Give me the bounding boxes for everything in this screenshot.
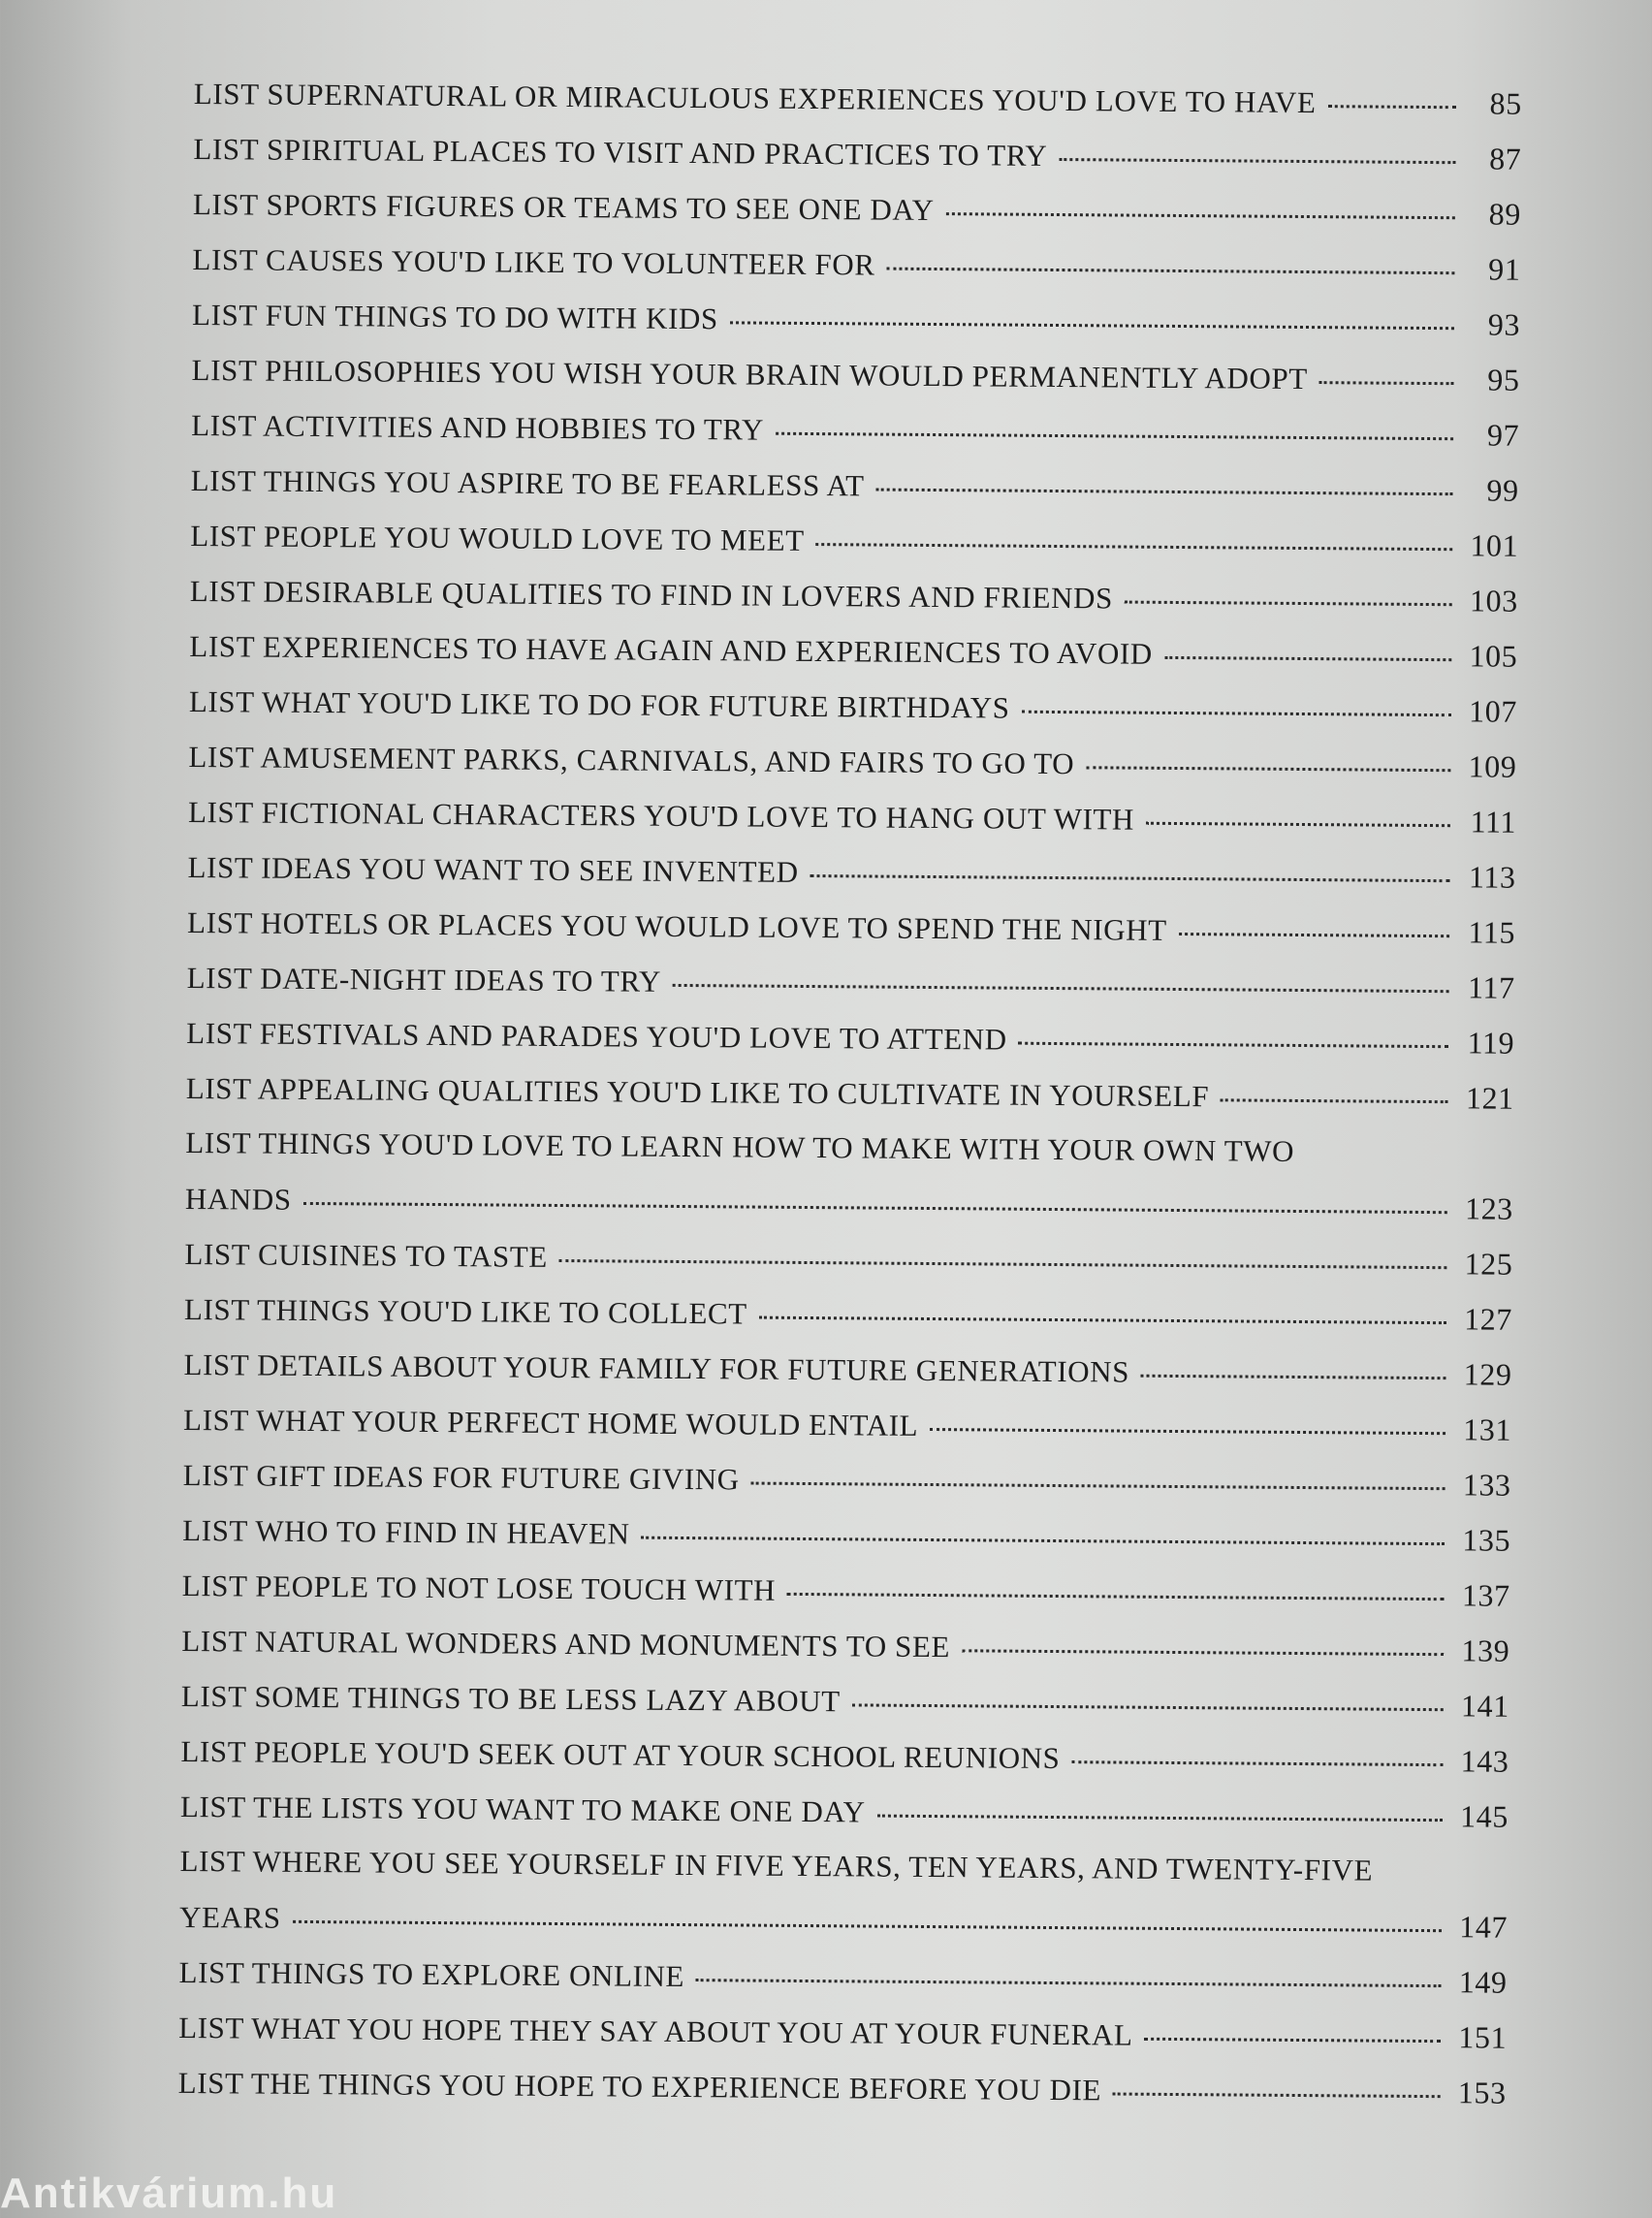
dot-leader: [1327, 105, 1455, 109]
toc-entry: [178, 1954, 1507, 2020]
dot-leader: [946, 212, 1455, 219]
toc-entry-title: LIST EXPERIENCES TO HAVE AGAIN AND EXPERIENCES TO AVOID: [189, 628, 1154, 671]
toc-entry-title: LIST NATURAL WONDERS AND MONUMENTS TO SEE: [181, 1623, 951, 1664]
dot-leader: [852, 1703, 1444, 1711]
toc-entry-title: LIST APPEALING QUALITIES YOU'D LIKE TO CULTIVATE IN YOURSELF: [185, 1070, 1210, 1114]
toc-page-number: 101: [1470, 527, 1519, 563]
toc-page-number: 151: [1458, 2019, 1508, 2055]
toc-page-number: 137: [1461, 1577, 1510, 1613]
toc-entry: [180, 1733, 1509, 1799]
toc-entry-title: LIST THINGS YOU'D LIKE TO COLLECT: [183, 1291, 747, 1331]
dot-leader: [673, 984, 1449, 993]
toc-entry: [182, 1512, 1510, 1578]
toc-entry: [190, 518, 1518, 584]
toc-entry-title: LIST SPORTS FIGURES OR TEAMS TO SEE ONE DAY: [192, 186, 935, 228]
dot-leader: [293, 1920, 1442, 1932]
toc-page-number: 127: [1464, 1301, 1513, 1337]
dot-leader: [1144, 2038, 1441, 2043]
toc-entry-title: LIST WHO TO FIND IN HEAVEN: [182, 1512, 630, 1551]
dot-leader: [962, 1649, 1444, 1656]
toc-entry: [178, 2010, 1507, 2075]
toc-page-number: 109: [1468, 748, 1517, 784]
dot-leader: [776, 432, 1453, 440]
toc-page-number: 131: [1463, 1411, 1512, 1447]
toc-page-number: 89: [1488, 196, 1522, 232]
toc-entry: [193, 186, 1521, 252]
toc-page-number: 105: [1469, 638, 1518, 674]
toc-page-number: 103: [1469, 583, 1518, 618]
dot-leader: [559, 1259, 1447, 1269]
toc-entry-title: LIST PHILOSOPHIES YOU WISH YOUR BRAIN WOULD PERMANENTLY ADOPT: [191, 352, 1308, 396]
toc-entry-title: LIST ACTIVITIES AND HOBBIES TO TRY: [191, 407, 765, 447]
toc-page-number: 85: [1489, 85, 1522, 121]
toc-entry-title: LIST FESTIVALS AND PARADES YOU'D LOVE TO ATTEND: [186, 1015, 1007, 1057]
dot-leader: [810, 874, 1450, 882]
toc-entry: [190, 573, 1518, 639]
toc-entry-title-line1: LIST THINGS YOU'D LOVE TO LEARN HOW TO MAKE WITH YOUR OWN TWO: [185, 1125, 1295, 1168]
toc-page-number: 147: [1459, 1909, 1509, 1945]
toc-entry: [177, 2065, 1506, 2131]
toc-entry: [187, 904, 1515, 970]
toc-page-number: 139: [1461, 1632, 1510, 1668]
toc-page-number: 113: [1468, 859, 1516, 895]
dot-leader: [759, 1316, 1446, 1325]
dot-leader: [816, 543, 1453, 551]
toc-page-number: 93: [1487, 306, 1521, 342]
toc-entry: [181, 1568, 1509, 1633]
toc-entry: [184, 1291, 1512, 1357]
toc-entry: [190, 462, 1518, 528]
toc-entry: [194, 76, 1522, 142]
toc-page-number: 97: [1486, 417, 1520, 453]
dot-leader: [696, 1979, 1442, 1987]
toc-entry: [186, 960, 1514, 1026]
dot-leader: [887, 268, 1455, 275]
toc-entry-title: LIST DETAILS ABOUT YOUR FAMILY FOR FUTURE GENERATIONS: [183, 1347, 1130, 1389]
toc-entry-title: LIST CUISINES TO TASTE: [184, 1236, 549, 1274]
table-of-contents: [177, 76, 1522, 2131]
dot-leader: [1021, 711, 1450, 716]
dot-leader: [1125, 601, 1452, 607]
toc-page-number: 115: [1468, 914, 1516, 950]
toc-page-number: 111: [1470, 804, 1517, 840]
toc-page-number: 135: [1462, 1522, 1511, 1558]
toc-entry: [181, 1678, 1509, 1744]
toc-entry: [192, 297, 1520, 363]
toc-entry: [189, 683, 1517, 749]
toc-entry: [180, 1789, 1509, 1854]
toc-entry-title: LIST GIFT IDEAS FOR FUTURE GIVING: [182, 1457, 740, 1497]
toc-entry-title: LIST PEOPLE TO NOT LOSE TOUCH WITH: [181, 1568, 777, 1607]
toc-entry-title: LIST FICTIONAL CHARACTERS YOU'D LOVE TO HANG OUT WITH: [187, 794, 1135, 837]
toc-entry: [183, 1347, 1511, 1412]
toc-page-number: 145: [1459, 1798, 1509, 1834]
dot-leader: [1141, 1375, 1446, 1379]
toc-entry-title: LIST DATE-NIGHT IDEAS TO TRY: [186, 960, 662, 998]
toc-entry-title: LIST CAUSES YOU'D LIKE TO VOLUNTEER FOR: [192, 241, 875, 282]
toc-entry: [193, 131, 1521, 197]
toc-entry-title: LIST SOME THINGS TO BE LESS LAZY ABOUT: [180, 1678, 841, 1719]
toc-page-number: 121: [1465, 1080, 1514, 1116]
dot-leader: [1221, 1098, 1448, 1103]
toc-entry-title: LIST PEOPLE YOU'D SEEK OUT AT YOUR SCHOOL REUNIONS: [180, 1733, 1061, 1776]
toc-entry-title: LIST HOTELS OR PLACES YOU WOULD LOVE TO SPEND THE NIGHT: [187, 904, 1167, 947]
toc-page-number: 125: [1464, 1246, 1513, 1282]
toc-page-number: 87: [1489, 141, 1522, 176]
toc-entry-title: LIST WHAT YOUR PERFECT HOME WOULD ENTAIL: [182, 1402, 919, 1442]
toc-entry: [179, 1899, 1508, 1965]
toc-entry: [184, 1236, 1512, 1302]
toc-entry: [189, 628, 1517, 694]
toc-entry-title: LIST SUPERNATURAL OR MIRACULOUS EXPERIENCES YOU'D LOVE TO HAVE: [193, 76, 1317, 120]
toc-entry-title: LIST SPIRITUAL PLACES TO VISIT AND PRACTICES TO TRY: [193, 131, 1048, 173]
toc-entry-title: LIST THE THINGS YOU HOPE TO EXPERIENCE BEFORE YOU DIE: [177, 2065, 1102, 2107]
toc-entry-title-line1: LIST WHERE YOU SEE YOURSELF IN FIVE YEARS, TEN YEARS, AND TWENTY-FIVE: [179, 1843, 1374, 1887]
dot-leader: [1019, 1042, 1449, 1048]
toc-page-number: 149: [1458, 1964, 1508, 2000]
toc-entry: [181, 1623, 1509, 1689]
toc-entry-title: LIST DESIRABLE QUALITIES TO FIND IN LOVERS AND FRIENDS: [189, 573, 1114, 616]
toc-entry: [186, 1015, 1514, 1081]
toc-entry: [191, 352, 1519, 418]
dot-leader: [1164, 656, 1451, 661]
toc-entry-title: LIST THE LISTS YOU WANT TO MAKE ONE DAY: [179, 1789, 866, 1829]
toc-entry-title-line2: YEARS: [178, 1899, 281, 1935]
toc-entry-title: LIST AMUSEMENT PARKS, CARNIVALS, AND FAIRS TO GO TO: [188, 739, 1075, 781]
dot-leader: [1146, 822, 1450, 827]
dot-leader: [303, 1202, 1447, 1214]
toc-page-number: 141: [1460, 1688, 1509, 1724]
toc-page-number: 99: [1486, 472, 1519, 508]
toc-entry-title: LIST THINGS YOU ASPIRE TO BE FEARLESS AT: [190, 462, 865, 503]
toc-entry-title: LIST PEOPLE YOU WOULD LOVE TO MEET: [190, 518, 805, 557]
toc-entry: [182, 1457, 1510, 1523]
dot-leader: [787, 1593, 1445, 1600]
watermark: Antikvárium.hu: [0, 2170, 338, 2217]
dot-leader: [1319, 381, 1454, 385]
dot-leader: [876, 489, 1453, 496]
toc-entry-title: LIST IDEAS YOU WANT TO SEE INVENTED: [187, 849, 799, 889]
toc-page-number: 123: [1464, 1190, 1514, 1226]
dot-leader: [1113, 2093, 1441, 2099]
toc-page-number: 119: [1467, 1025, 1515, 1061]
toc-entry: [183, 1402, 1511, 1468]
toc-page-number: 107: [1468, 693, 1518, 729]
dot-leader: [642, 1537, 1446, 1546]
dot-leader: [930, 1428, 1446, 1435]
toc-page-number: 129: [1463, 1356, 1512, 1392]
dot-leader: [751, 1482, 1446, 1491]
dot-leader: [730, 321, 1454, 330]
toc-page-number: 133: [1462, 1467, 1511, 1503]
dot-leader: [877, 1815, 1443, 1822]
toc-entry: [185, 1181, 1513, 1247]
dot-leader: [1071, 1760, 1443, 1766]
toc-page-number: 153: [1457, 2075, 1507, 2110]
toc-entry-title: LIST THINGS TO EXPLORE ONLINE: [178, 1954, 685, 1994]
dot-leader: [1086, 766, 1450, 772]
toc-entry: [188, 794, 1516, 860]
toc-entry-title: LIST WHAT YOU'D LIKE TO DO FOR FUTURE BIRTHDAYS: [188, 683, 1010, 725]
toc-entry: [191, 407, 1519, 473]
toc-page-number: 117: [1467, 969, 1515, 1005]
toc-entry: [185, 1070, 1513, 1136]
toc-entry-title: LIST FUN THINGS TO DO WITH KIDS: [191, 297, 718, 336]
toc-page-number: 143: [1460, 1743, 1509, 1779]
toc-entry: [187, 849, 1515, 915]
toc-entry: [192, 241, 1520, 307]
dot-leader: [1059, 158, 1455, 164]
toc-page-number: 95: [1487, 362, 1520, 397]
toc-entry: [188, 739, 1516, 805]
toc-page-number: 91: [1488, 251, 1521, 287]
dot-leader: [1179, 933, 1449, 937]
toc-entry-title: LIST WHAT YOU HOPE THEY SAY ABOUT YOU AT YOUR FUNERAL: [178, 2010, 1133, 2052]
toc-entry-title-line2: HANDS: [184, 1181, 292, 1217]
